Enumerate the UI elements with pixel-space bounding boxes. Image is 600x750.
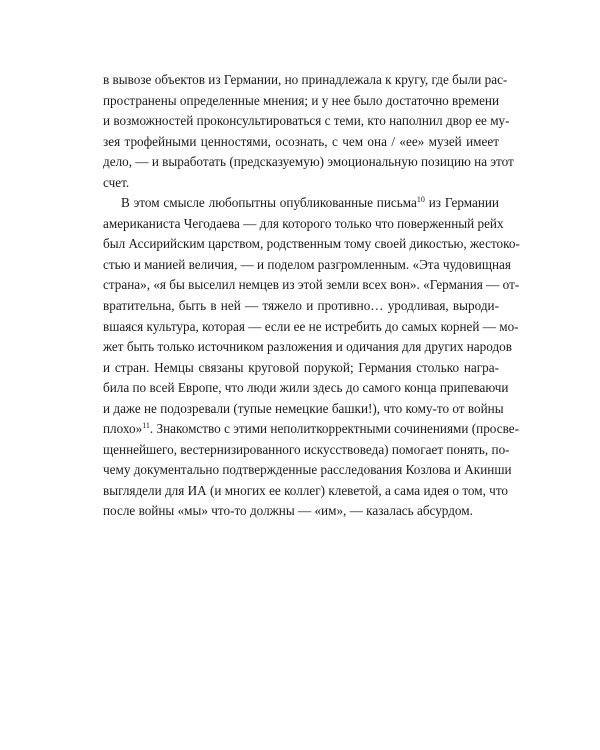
text-segment: плохо» [103, 421, 143, 437]
text-line: пространены определенные мнения; и у нее было достаточно времени [103, 92, 500, 108]
text-segment: . Знакомство с этими неполиткорректными сочинениями (просве- [149, 421, 519, 437]
text-line: била по всей Европе, что люди жили здесь до самого конца припеваючи [103, 380, 509, 396]
text-line: американиста Чегодаева — для которого только что поверженный рейх [103, 215, 504, 231]
text-line: и даже не подозревали (тупые немецкие башки!), что кому-то от войны [103, 400, 504, 416]
text-segment: В этом смысле любопытны опубликованные письма [121, 195, 417, 211]
text-line: щеннейшего, вестернизированного искусствоведа) помогает понять, по- [103, 441, 510, 457]
text-line [103, 419, 519, 440]
text-segment: из Германии [424, 195, 499, 211]
footnote-ref: 11 [142, 421, 150, 431]
text-line: вратительна, быть в ней — тяжело и противно… уродливая, выроди- [103, 298, 499, 314]
text-line: дело, — и выработать (предсказуемую) эмоциональную позицию на этот [103, 154, 514, 170]
text-line: стью и манией величия, — и поделом разгромленным. «Эта чудовищная [103, 256, 511, 272]
text-line: был Ассирийским царством, родственным тому своей дикостью, жестоко- [103, 236, 520, 252]
text-line: чему документально подтвержденные расследования Козлова и Акинши [103, 462, 512, 478]
text-line: счет. [103, 174, 130, 190]
text-line: после войны «мы» что-то должны — «им», — казалась абсурдом. [103, 503, 473, 519]
text-line: в вывозе объектов из Германии, но принадлежала к кругу, где были рас- [103, 72, 508, 87]
body-text [103, 70, 520, 522]
text-line: вшаяся культура, которая — если ее не истребить до самых корней — мо- [103, 318, 519, 334]
text-line: и возможностей проконсультироваться с теми, кто наполнил двор ее му- [103, 113, 510, 129]
text-line: жет быть только источником разложения и одичания для других народов [103, 339, 512, 355]
text-line [103, 193, 499, 214]
text-line: и стран. Немцы связаны круговой порукой; Германия столько награ- [103, 359, 499, 375]
text-line: страна», «я бы выселил немцев из этой земли всех вон». «Германия — от- [103, 277, 520, 293]
text-line: выглядели для ИА (и многих ее коллег) клеветой, а сама идея о том, что [103, 482, 508, 498]
footnote-ref: 10 [416, 195, 425, 205]
text-line: зея трофейными ценностями, осознать, с чем она / «ее» музей имеет [103, 133, 499, 149]
